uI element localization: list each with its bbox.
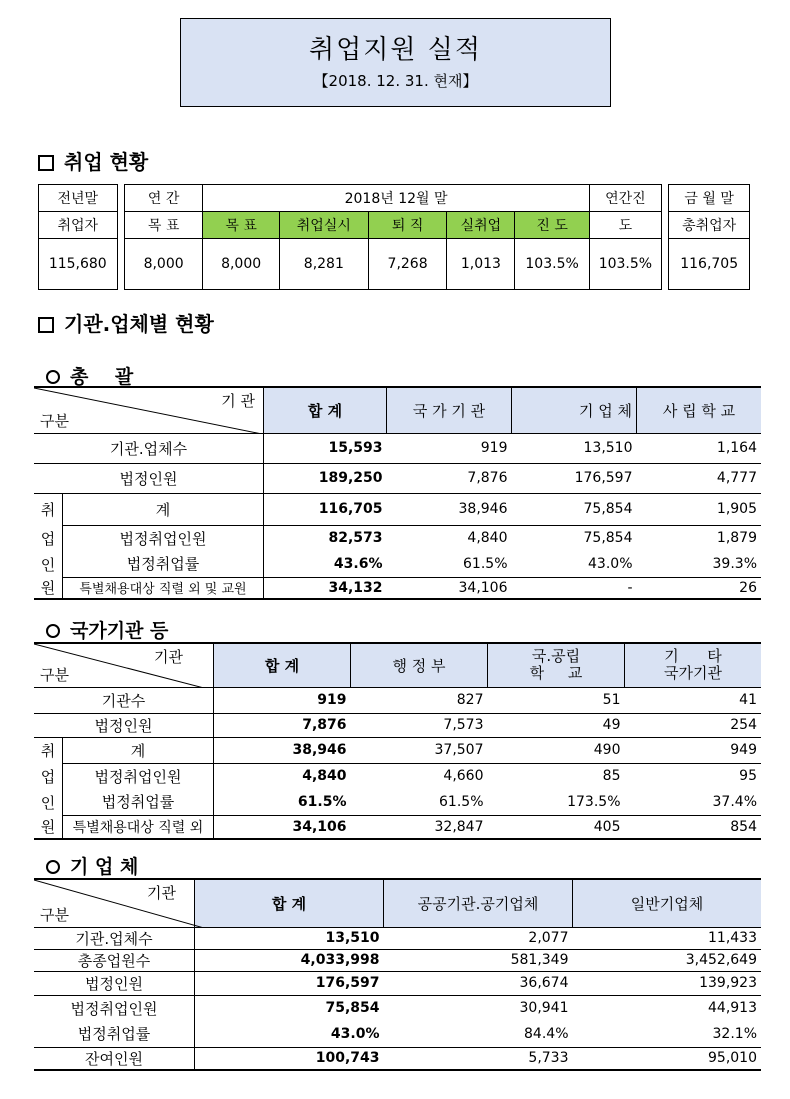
value-target: 8,000 xyxy=(203,239,279,290)
company-col-public: 공공기관.공기업체 xyxy=(384,879,573,927)
side-label-2: 업 xyxy=(34,763,63,789)
row-value: 1,164 xyxy=(637,433,762,463)
row-value: 189,250 xyxy=(264,463,387,493)
row-label: 법정취업률 xyxy=(63,789,214,815)
row-value: 32.1% xyxy=(573,1021,762,1047)
total-diag-header xyxy=(34,387,264,433)
row-value: 15,593 xyxy=(264,433,387,463)
value-current-total: 116,705 xyxy=(669,239,750,290)
row-value: 4,840 xyxy=(467,530,508,547)
value-annual-target: 8,000 xyxy=(124,239,203,290)
row-value: 1,905 xyxy=(637,493,762,525)
col-net-hired: 실취업 xyxy=(447,212,515,239)
col-hired: 취업실시 xyxy=(279,212,368,239)
row-label: 법정취업인원 xyxy=(119,529,207,548)
row-value: 61.5% xyxy=(214,789,351,815)
row-value: 4,660 xyxy=(443,768,484,785)
national-table xyxy=(34,642,761,840)
row-value: 44,913 xyxy=(708,1000,757,1017)
prev-year-header-1: 전년말 xyxy=(39,185,118,212)
circle-bullet-icon xyxy=(46,860,60,874)
side-label-4: 원 xyxy=(34,815,63,839)
company-table xyxy=(34,878,761,1071)
gap xyxy=(662,185,669,212)
row-value: 34,106 xyxy=(387,577,512,599)
row-value: 405 xyxy=(488,815,625,839)
row-label: 법정취업률 xyxy=(63,551,264,577)
row-value: 5,733 xyxy=(384,1047,573,1070)
col4-line1: 기 타 xyxy=(664,647,722,666)
row-value: 173.5% xyxy=(488,789,625,815)
row-value: 32,847 xyxy=(351,815,488,839)
row-label: 법정인원 xyxy=(34,713,214,737)
col-target: 목 표 xyxy=(203,212,279,239)
row-value: 4,840 xyxy=(214,763,351,789)
diag-bottom-label: 구분 xyxy=(40,665,69,684)
row-value: 36,674 xyxy=(384,971,573,995)
diag-bottom-label: 구분 xyxy=(40,411,69,430)
progress-header-2: 도 xyxy=(589,212,661,239)
row-value: 51 xyxy=(488,687,625,713)
row-value: 949 xyxy=(625,737,762,763)
row-value: 116,705 xyxy=(264,493,387,525)
row-value: 37.4% xyxy=(625,789,762,815)
circle-bullet-icon xyxy=(46,370,60,384)
subsection-total-label: 총 괄 xyxy=(70,366,134,388)
month-group-header: 2018년 12월 말 xyxy=(203,185,589,212)
row-value: 75,854 xyxy=(512,493,637,525)
value-retired: 7,268 xyxy=(368,239,447,290)
row-value: 100,743 xyxy=(195,1047,384,1070)
row-value: 43.0% xyxy=(195,1021,384,1047)
company-col-sum: 합 계 xyxy=(195,879,384,927)
row-label: 계 xyxy=(63,493,264,525)
subsection-national-label: 국가기관 등 xyxy=(70,620,169,642)
progress-header-1: 연간진 xyxy=(589,185,661,212)
row-value: 43.6% xyxy=(264,551,387,577)
total-table xyxy=(34,386,761,600)
side-label-3: 인 xyxy=(34,789,63,815)
row-label: 총종업원수 xyxy=(34,949,195,971)
national-col-admin: 행 정 부 xyxy=(351,643,488,687)
row-label: 기관수 xyxy=(34,687,214,713)
row-value: 41 xyxy=(625,687,762,713)
row-value: 2,077 xyxy=(384,927,573,949)
row-label: 기관.업체수 xyxy=(34,433,264,463)
row-label: 법정취업인원 xyxy=(94,767,182,786)
row-value: 254 xyxy=(625,713,762,737)
checkbox-square-icon xyxy=(38,155,54,171)
row-label: 기관.업체수 xyxy=(34,927,195,949)
subsection-company xyxy=(46,852,138,879)
row-value: 34,132 xyxy=(264,577,387,599)
current-total-header-1: 금 월 말 xyxy=(669,185,750,212)
row-value: 30,941 xyxy=(519,1000,569,1017)
page-date: 【2018. 12. 31. 현재】 xyxy=(313,72,478,90)
national-col-sum: 합 계 xyxy=(214,643,351,687)
total-col-private-school: 사 립 학 교 xyxy=(637,387,762,433)
row-label: 특별채용대상 직렬 외 및 교원 xyxy=(63,577,264,599)
row-value: 11,433 xyxy=(573,927,762,949)
row-label: 법정취업률 xyxy=(34,1021,195,1047)
national-col-other xyxy=(625,643,762,687)
side-label-1: 취 xyxy=(34,493,63,525)
row-value: - xyxy=(512,577,637,599)
row-value: 176,597 xyxy=(195,971,384,995)
gap xyxy=(662,212,669,239)
row-value: 919 xyxy=(387,433,512,463)
diag-top-label: 기관 xyxy=(154,648,183,666)
row-value: 84.4% xyxy=(384,1021,573,1047)
gap xyxy=(117,185,124,212)
row-label: 잔여인원 xyxy=(34,1047,195,1070)
gap xyxy=(662,239,669,290)
row-value: 13,510 xyxy=(512,433,637,463)
row-value: 4,033,998 xyxy=(195,949,384,971)
row-value: 85 xyxy=(602,768,621,785)
row-value: 49 xyxy=(488,713,625,737)
row-value: 39.3% xyxy=(637,551,762,577)
section-employment-status-label: 취업 현황 xyxy=(64,150,149,174)
gap xyxy=(117,212,124,239)
row-value: 75,854 xyxy=(195,995,384,1021)
row-label: 특별채용대상 직렬 외 xyxy=(63,815,214,839)
side-label-2: 업 xyxy=(34,525,63,551)
subsection-company-label: 기 업 체 xyxy=(70,856,139,878)
prev-year-header-2: 취업자 xyxy=(39,212,118,239)
col3-line1: 국.공립 xyxy=(531,647,581,666)
company-col-general: 일반기업체 xyxy=(573,879,762,927)
row-value: 61.5% xyxy=(351,789,488,815)
national-diag-header xyxy=(34,643,214,687)
national-col-public-school xyxy=(488,643,625,687)
col-retired: 퇴 직 xyxy=(368,212,447,239)
col3-line2: 학 교 xyxy=(529,664,583,683)
side-label-4: 원 xyxy=(34,577,63,599)
row-value: 95,010 xyxy=(573,1047,762,1070)
total-col-sum: 합 계 xyxy=(264,387,387,433)
row-value: 61.5% xyxy=(387,551,512,577)
section-employment-status xyxy=(38,146,148,175)
value-prev-year: 115,680 xyxy=(39,239,118,290)
row-label: 법정인원 xyxy=(34,971,195,995)
row-value: 34,106 xyxy=(214,815,351,839)
diag-top-label: 기 관 xyxy=(221,392,255,410)
total-col-national: 국 가 기 관 xyxy=(387,387,512,433)
annual-target-header-2: 목 표 xyxy=(124,212,203,239)
section-by-institution xyxy=(38,308,214,337)
side-label-3: 인 xyxy=(34,551,63,577)
row-value: 13,510 xyxy=(195,927,384,949)
diag-bottom-label: 구분 xyxy=(40,905,69,924)
value-net-hired: 1,013 xyxy=(447,239,515,290)
company-diag-header xyxy=(34,879,195,927)
row-value: 7,876 xyxy=(387,463,512,493)
row-value: 7,573 xyxy=(351,713,488,737)
section-by-institution-label: 기관.업체별 현황 xyxy=(64,312,214,336)
annual-target-header-1: 연 간 xyxy=(124,185,203,212)
page-title: 취업지원 실적 xyxy=(309,35,482,65)
col4-line2: 국가기관 xyxy=(664,664,722,683)
row-label: 계 xyxy=(63,737,214,763)
gap xyxy=(117,239,124,290)
row-value: 3,452,649 xyxy=(573,949,762,971)
row-value: 38,946 xyxy=(214,737,351,763)
row-value: 38,946 xyxy=(387,493,512,525)
current-total-header-2: 총취업자 xyxy=(669,212,750,239)
value-progress: 103.5% xyxy=(515,239,589,290)
subsection-national xyxy=(46,616,168,643)
row-value: 139,923 xyxy=(573,971,762,995)
row-label: 법정인원 xyxy=(34,463,264,493)
row-value: 95 xyxy=(739,768,757,785)
row-value: 82,573 xyxy=(264,525,387,551)
row-value: 490 xyxy=(488,737,625,763)
diag-top-label: 기관 xyxy=(147,884,176,902)
employment-status-table xyxy=(38,184,750,290)
side-label-1: 취 xyxy=(34,737,63,763)
title-box xyxy=(180,18,611,107)
col-progress: 진 도 xyxy=(515,212,589,239)
value-annual-progress: 103.5% xyxy=(589,239,661,290)
value-hired: 8,281 xyxy=(279,239,368,290)
row-value: 827 xyxy=(351,687,488,713)
circle-bullet-icon xyxy=(46,624,60,638)
row-value: 26 xyxy=(637,577,762,599)
row-value: 919 xyxy=(214,687,351,713)
total-col-company: 기 업 체 xyxy=(512,387,637,433)
row-value: 37,507 xyxy=(351,737,488,763)
row-value: 1,879 xyxy=(716,530,757,547)
row-value: 7,876 xyxy=(214,713,351,737)
row-value: 4,777 xyxy=(637,463,762,493)
row-value: 176,597 xyxy=(512,463,637,493)
checkbox-square-icon xyxy=(38,317,54,333)
row-value: 43.0% xyxy=(512,551,637,577)
row-value: 75,854 xyxy=(583,530,633,547)
row-label: 법정취업인원 xyxy=(70,999,158,1018)
row-value: 581,349 xyxy=(384,949,573,971)
subsection-total xyxy=(46,362,133,389)
row-value: 854 xyxy=(625,815,762,839)
